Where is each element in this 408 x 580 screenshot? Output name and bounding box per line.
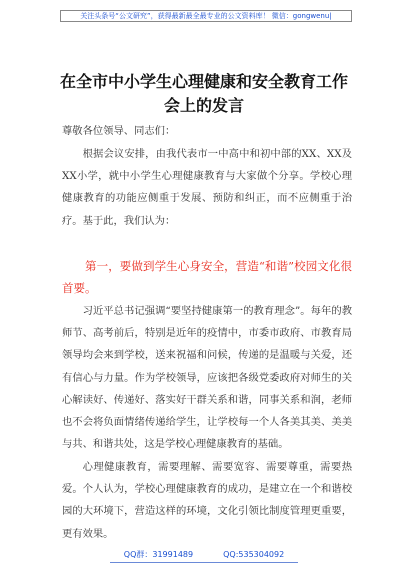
paragraph-2: 习近平总书记强调“要坚持健康第一的教育理念”。每年的教师节、高考前后，特别是近年的疫情中，市委市政府、市教育局领导均会来到学校，送来祝福和问候，传递的是温暖与关爱，还有信心与力量。作为学校领导，应该把各级党委政府对师生的关心解读好、传递好、落实好干群关系和谐，同事关系和润，老师也不会将负面情绪传递给学生，让学校每一个人各美其美、美美与共、和谐共处，这是学校心理健康教育的基础。 <box>62 305 352 451</box>
section-heading-1: 第一，要做到学生心身安全，营造“和谐”校园文化很首要。 <box>62 259 352 296</box>
title-line-2: 会上的发言 <box>163 96 244 115</box>
salutation: 尊敬各位领导、同志们： <box>62 125 176 137</box>
paragraph-3: 心理健康教育，需要理解、需要宽容、需要尊重，需要热爱。个人认为，学校心理健康教育的成功，是建立在一个和谐校园的大环境下，营造这样的环境，文化引领比制度管理更重要，更有效果。 <box>62 461 352 540</box>
footer-qq-group: QQ群：31991489 <box>123 550 194 559</box>
footer-divider <box>110 562 298 563</box>
footer-qq: QQ:535304092 <box>223 550 285 559</box>
title-line-1: 在全市中小学生心理健康和安全教育工作 <box>59 72 348 91</box>
promo-banner: 关注头条号“公文研究”，获得最新最全最专业的公文资料库！ 微信：gongwenu| <box>60 10 352 22</box>
document-title <box>40 70 368 118</box>
paragraph-1: 根据会议安排，由我代表市一中高中和初中部的XX、XX及XX小学，就中小学生心理健康教育与大家做个分享。学校心理健康教育的功能应侧重于发展、预防和纠正，而不应侧重于治疗。基于此，我们认为： <box>62 148 352 227</box>
page-footer <box>0 549 408 560</box>
